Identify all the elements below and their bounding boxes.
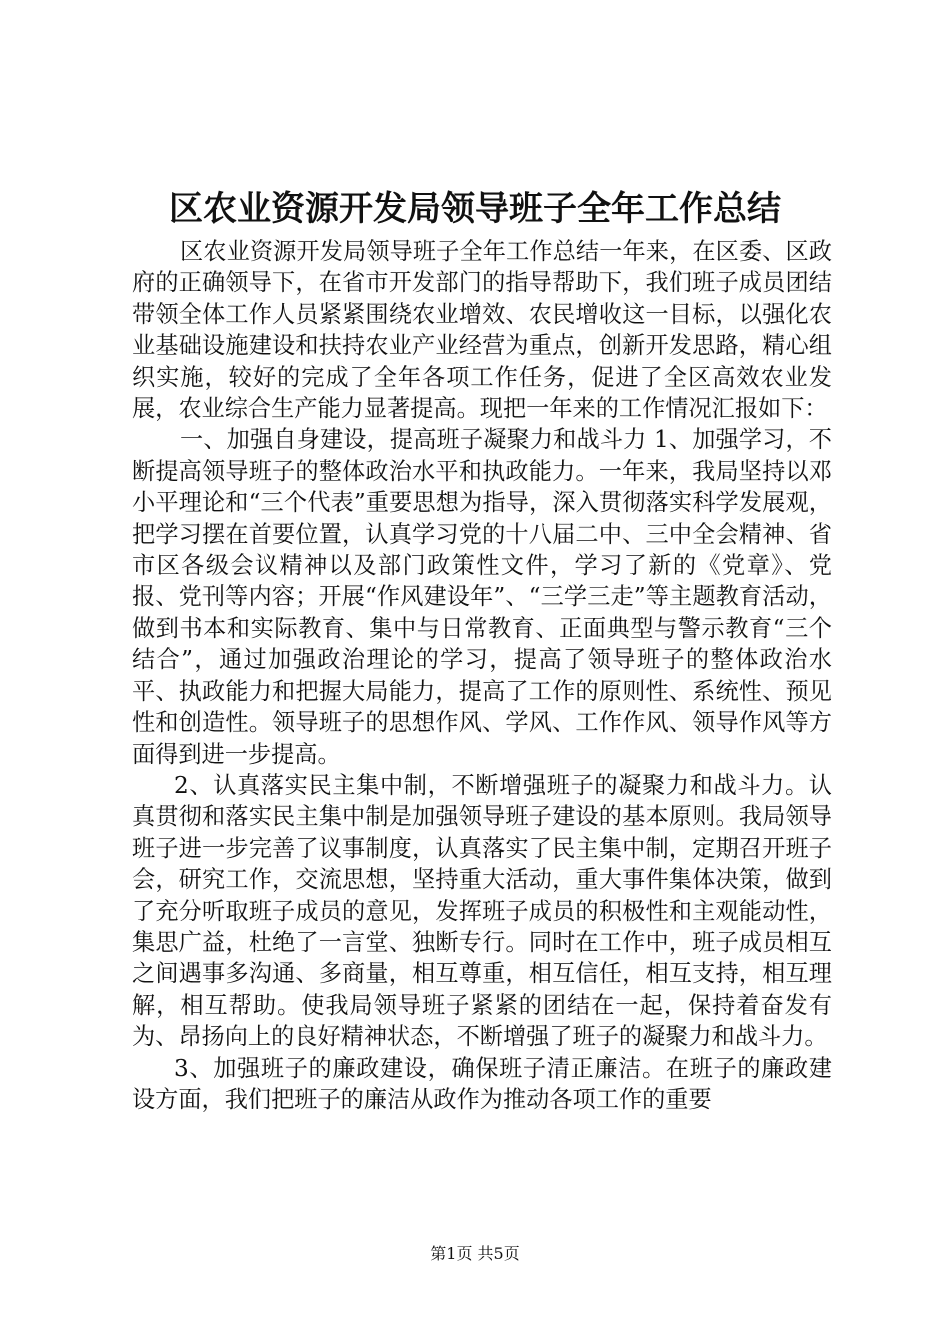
document-title: 区农业资源开发局领导班子全年工作总结 [169,189,781,229]
paragraph-integrity: 3、加强班子的廉政建设，确保班子清正廉洁。在班子的廉政建设方面，我们把班子的廉洁从政作为推动各项工作的重要 [132,1054,832,1113]
page-number-footer: 第1页 共5页 [430,1244,520,1263]
paragraph-intro: 区农业资源开发局领导班子全年工作总结一年来，在区委、区政府的正确领导下，在省市开发部门的指导帮助下，我们班子成员团结带领全体工作人员紧紧围绕农业增效、农民增收这一目标，以强化农业基础设施建设和扶持农业产业经营为重点，创新开发思路，精心组织实施，较好的完成了全年各项工作任务，促进了全区高效农业发展，农业综合生产能力显著提高。现把一年来的工作情况汇报如下： [132,238,832,423]
paragraph-democratic-centralism: 2、认真落实民主集中制，不断增强班子的凝聚力和战斗力。认真贯彻和落实民主集中制是加强领导班子建设的基本原则。我局领导班子进一步完善了议事制度，认真落实了民主集中制，定期召开班子会，研究工作，交流思想，坚持重大活动，重大事件集体决策，做到了充分听取班子成员的意见，发挥班子成员的积极性和主观能动性，集思广益，杜绝了一言堂、独断专行。同时在工作中，班子成员相互之间遇事多沟通、多商量，相互尊重，相互信任，相互支持，相互理解，相互帮助。使我局领导班子紧紧的团结在一起，保持着奋发有为、昂扬向上的良好精神状态，不断增强了班子的凝聚力和战斗力。 [132,771,832,1051]
paragraph-section-one: 一、加强自身建设，提高班子凝聚力和战斗力 1、加强学习，不断提高领导班子的整体政治水平和执政能力。一年来，我局坚持以邓小平理论和“三个代表”重要思想为指导，深入贯彻落实科学发展观，把学习摆在首要位置，认真学习党的十八届二中、三中全会精神、省市区各级会议精神以及部门政策性文件，学习了新的《党章》、党报、党刊等内容；开展“作风建设年”、“三学三走”等主题教育活动，做到书本和实际教育、集中与日常教育、正面典型与警示教育“三个结合”，通过加强政治理论的学习，提高了领导班子的整体政治水平、执政能力和把握大局能力，提高了工作的原则性、系统性、预见性和创造性。领导班子的思想作风、学风、工作作风、领导作风等方面得到进一步提高。 [132,426,832,768]
document-body [132,236,832,1115]
